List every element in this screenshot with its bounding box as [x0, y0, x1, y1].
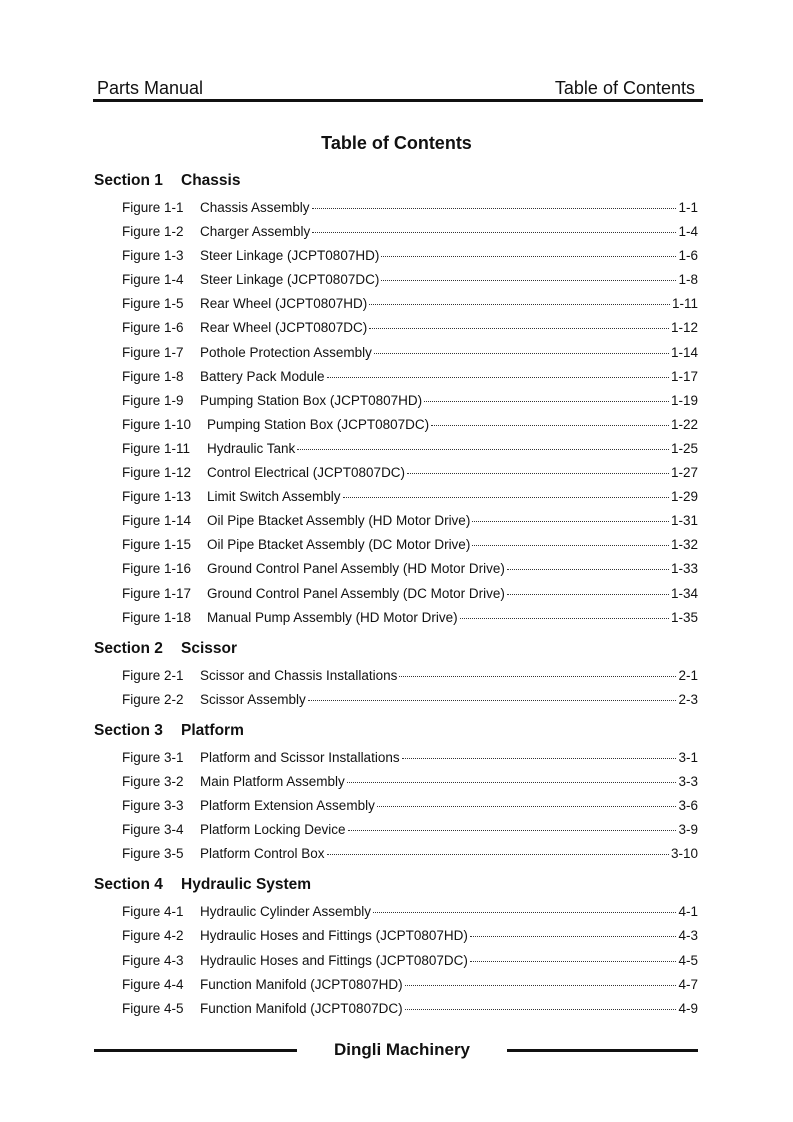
- page-number: 2-3: [678, 691, 698, 707]
- toc-entry[interactable]: [0, 463, 793, 487]
- figure-title: Steer Linkage (JCPT0807DC): [200, 272, 380, 288]
- figure-number: Figure 1-5: [122, 296, 184, 312]
- dot-leader: [470, 936, 677, 937]
- toc-entry[interactable]: [0, 772, 793, 796]
- figure-title: Pumping Station Box (JCPT0807DC): [207, 416, 430, 432]
- figure-title: Scissor and Chassis Installations: [200, 667, 398, 683]
- toc-entry[interactable]: [0, 294, 793, 318]
- figure-title: Ground Control Panel Assembly (DC Motor Drive): [207, 585, 505, 601]
- figure-title: Rear Wheel (JCPT0807HD): [200, 296, 368, 312]
- dot-leader: [402, 758, 677, 759]
- page-number: 1-27: [670, 465, 698, 481]
- toc-entry[interactable]: [0, 690, 793, 714]
- page-number: 4-1: [678, 904, 698, 920]
- dot-leader: [407, 473, 669, 474]
- footer-brand: Dingli Machinery: [333, 1040, 471, 1059]
- toc-entry[interactable]: [0, 487, 793, 511]
- page-number: 1-19: [670, 392, 698, 408]
- page-number: 1-12: [670, 320, 698, 336]
- section-heading: [0, 170, 793, 194]
- figure-title: Chassis Assembly: [200, 200, 310, 215]
- figure-number: Figure 1-3: [122, 248, 184, 264]
- toc-entry[interactable]: [0, 666, 793, 690]
- page-number: 1-34: [670, 585, 698, 601]
- page-number: 3-9: [678, 822, 698, 838]
- figure-title: Control Electrical (JCPT0807DC): [207, 465, 406, 481]
- figure-number: Figure 2-1: [122, 667, 184, 683]
- figure-number: Figure 4-3: [122, 952, 184, 968]
- toc-entry[interactable]: [0, 999, 793, 1023]
- dot-leader: [308, 700, 677, 701]
- figure-title: Steer Linkage (JCPT0807HD): [200, 248, 380, 264]
- figure-number: Figure 3-5: [122, 846, 184, 862]
- section-number: Section 3: [94, 721, 163, 739]
- toc-entry[interactable]: [0, 844, 793, 868]
- page-title: Table of Contents: [321, 133, 472, 153]
- dot-leader: [327, 854, 669, 855]
- figure-number: Figure 1-17: [122, 585, 192, 601]
- dot-leader: [348, 830, 677, 831]
- figure-title: Hydraulic Cylinder Assembly: [200, 904, 372, 920]
- page-number: 1-4: [678, 224, 698, 240]
- toc-entry[interactable]: [0, 439, 793, 463]
- toc-entry[interactable]: [0, 951, 793, 975]
- page-number: 4-7: [678, 976, 698, 992]
- dot-leader: [369, 328, 669, 329]
- dot-leader: [343, 497, 669, 498]
- table-of-contents: [0, 170, 793, 1029]
- page-header: [93, 77, 703, 102]
- dot-leader: [405, 1009, 677, 1010]
- figure-title: Ground Control Panel Assembly (HD Motor Drive): [207, 561, 505, 577]
- dot-leader: [470, 961, 677, 962]
- section-number: Section 2: [94, 639, 163, 657]
- figure-number: Figure 4-1: [122, 904, 184, 920]
- figure-title: Function Manifold (JCPT0807HD): [200, 976, 403, 992]
- toc-entry[interactable]: [0, 748, 793, 772]
- toc-entry[interactable]: [0, 270, 793, 294]
- page-number: 1-11: [671, 296, 698, 312]
- figure-title: Function Manifold (JCPT0807DC): [200, 1000, 403, 1016]
- toc-entry[interactable]: [0, 820, 793, 844]
- figure-title: Platform Extension Assembly: [200, 798, 375, 814]
- dot-leader: [374, 353, 669, 354]
- page-number: 1-22: [670, 416, 698, 432]
- toc-entry-list: [0, 902, 793, 1022]
- dot-leader: [405, 985, 677, 986]
- toc-entry[interactable]: [0, 246, 793, 270]
- section-heading: [0, 638, 793, 662]
- toc-entry[interactable]: [0, 222, 793, 246]
- dot-leader: [507, 569, 669, 570]
- figure-title: Platform Control Box: [200, 846, 325, 862]
- dot-leader: [472, 545, 669, 546]
- dot-leader: [327, 377, 669, 378]
- section-name: Hydraulic System: [181, 876, 312, 894]
- figure-title: Pumping Station Box (JCPT0807HD): [200, 392, 423, 408]
- page-number: 4-3: [678, 928, 698, 944]
- figure-number: Figure 4-2: [122, 928, 184, 944]
- dot-leader: [507, 594, 669, 595]
- figure-number: Figure 1-18: [122, 609, 192, 625]
- toc-entry[interactable]: [0, 391, 793, 415]
- footer-rule-left: [94, 1049, 297, 1052]
- figure-title: Hydraulic Hoses and Fittings (JCPT0807DC): [200, 952, 468, 968]
- page-number: 1-14: [670, 344, 698, 360]
- section-heading: [0, 874, 793, 898]
- section-number: Section 4: [94, 876, 163, 894]
- page-number: 4-5: [678, 952, 698, 968]
- dot-leader: [312, 208, 677, 209]
- figure-title: Manual Pump Assembly (HD Motor Drive): [207, 609, 458, 625]
- page-number: 1-6: [678, 248, 698, 264]
- figure-number: Figure 1-7: [122, 344, 184, 360]
- page-number: 1-25: [670, 440, 698, 456]
- dot-leader: [347, 782, 677, 783]
- page-number: 1-17: [670, 368, 698, 384]
- toc-entry[interactable]: [0, 511, 793, 535]
- dot-leader: [297, 449, 669, 450]
- figure-title: Platform Locking Device: [200, 822, 346, 838]
- figure-title: Platform and Scissor Installations: [200, 749, 400, 765]
- section-heading: [0, 720, 793, 744]
- page-number: 4-9: [678, 1000, 698, 1016]
- section-name: Scissor: [181, 639, 238, 657]
- figure-title: Hydraulic Tank: [207, 440, 296, 456]
- figure-title: Main Platform Assembly: [200, 773, 345, 789]
- page-number: 1-31: [670, 513, 698, 529]
- figure-title: Limit Switch Assembly: [207, 489, 341, 505]
- figure-number: Figure 4-5: [122, 1000, 184, 1016]
- dot-leader: [369, 304, 670, 305]
- figure-number: Figure 1-16: [122, 561, 192, 577]
- figure-number: Figure 1-1: [122, 200, 184, 215]
- figure-number: Figure 1-2: [122, 224, 184, 240]
- page-number: 2-1: [678, 667, 698, 683]
- figure-title: Oil Pipe Btacket Assembly (DC Motor Drive): [207, 537, 471, 553]
- dot-leader: [472, 521, 669, 522]
- toc-entry[interactable]: [0, 796, 793, 820]
- dot-leader: [460, 618, 669, 619]
- figure-number: Figure 1-14: [122, 513, 192, 529]
- dot-leader: [381, 256, 676, 257]
- figure-number: Figure 3-3: [122, 798, 184, 814]
- page-number: 1-32: [670, 537, 698, 553]
- figure-number: Figure 3-1: [122, 749, 184, 765]
- dot-leader: [381, 280, 676, 281]
- toc-entry[interactable]: [0, 343, 793, 367]
- toc-entry[interactable]: [0, 584, 793, 608]
- page-number: 3-10: [670, 846, 698, 862]
- toc-entry[interactable]: [0, 198, 793, 222]
- figure-title: Battery Pack Module: [200, 368, 325, 384]
- page-footer: [0, 1040, 793, 1064]
- dot-leader: [424, 401, 669, 402]
- toc-entry[interactable]: [0, 975, 793, 999]
- figure-title: Hydraulic Hoses and Fittings (JCPT0807HD): [200, 928, 468, 944]
- page-number: 3-1: [678, 749, 698, 765]
- toc-entry[interactable]: [0, 367, 793, 391]
- dot-leader: [312, 232, 676, 233]
- header-section-title: Table of Contents: [554, 78, 695, 98]
- toc-entry[interactable]: [0, 559, 793, 583]
- header-manual-title: Parts Manual: [97, 78, 204, 98]
- toc-entry[interactable]: [0, 318, 793, 342]
- figure-number: Figure 2-2: [122, 691, 184, 707]
- toc-entry[interactable]: [0, 535, 793, 559]
- toc-entry[interactable]: [0, 415, 793, 439]
- dot-leader: [431, 425, 669, 426]
- figure-number: Figure 1-13: [122, 489, 192, 505]
- figure-title: Charger Assembly: [200, 224, 311, 240]
- page-number: 1-29: [670, 489, 698, 505]
- page-number: 1-33: [670, 561, 698, 577]
- footer-rule-right: [507, 1049, 698, 1052]
- toc-entry-list: [0, 198, 793, 632]
- page-number: 3-3: [678, 773, 698, 789]
- figure-number: Figure 4-4: [122, 976, 184, 992]
- dot-leader: [373, 912, 676, 913]
- page-number: 3-6: [678, 798, 698, 814]
- figure-number: Figure 1-11: [122, 440, 191, 456]
- figure-title: Scissor Assembly: [200, 691, 306, 707]
- toc-entry[interactable]: [0, 926, 793, 950]
- figure-number: Figure 1-6: [122, 320, 184, 336]
- toc-entry[interactable]: [0, 608, 793, 632]
- figure-number: Figure 3-4: [122, 822, 184, 838]
- dot-leader: [377, 806, 677, 807]
- toc-entry-list: [0, 748, 793, 868]
- figure-number: Figure 1-12: [122, 465, 192, 481]
- section-number: Section 1: [94, 172, 163, 189]
- figure-title: Pothole Protection Assembly: [200, 344, 372, 360]
- figure-number: Figure 3-2: [122, 773, 184, 789]
- figure-number: Figure 1-4: [122, 272, 184, 288]
- page-number: 1-1: [678, 200, 698, 215]
- page-number: 1-35: [670, 609, 698, 625]
- figure-number: Figure 1-9: [122, 392, 184, 408]
- dot-leader: [399, 676, 676, 677]
- toc-entry-list: [0, 666, 793, 714]
- figure-number: Figure 1-8: [122, 368, 184, 384]
- section-name: Chassis: [181, 172, 241, 189]
- figure-number: Figure 1-10: [122, 416, 192, 432]
- figure-title: Oil Pipe Btacket Assembly (HD Motor Drive): [207, 513, 471, 529]
- figure-number: Figure 1-15: [122, 537, 192, 553]
- section-name: Platform: [181, 721, 244, 739]
- figure-title: Rear Wheel (JCPT0807DC): [200, 320, 368, 336]
- toc-entry[interactable]: [0, 902, 793, 926]
- page-number: 1-8: [678, 272, 698, 288]
